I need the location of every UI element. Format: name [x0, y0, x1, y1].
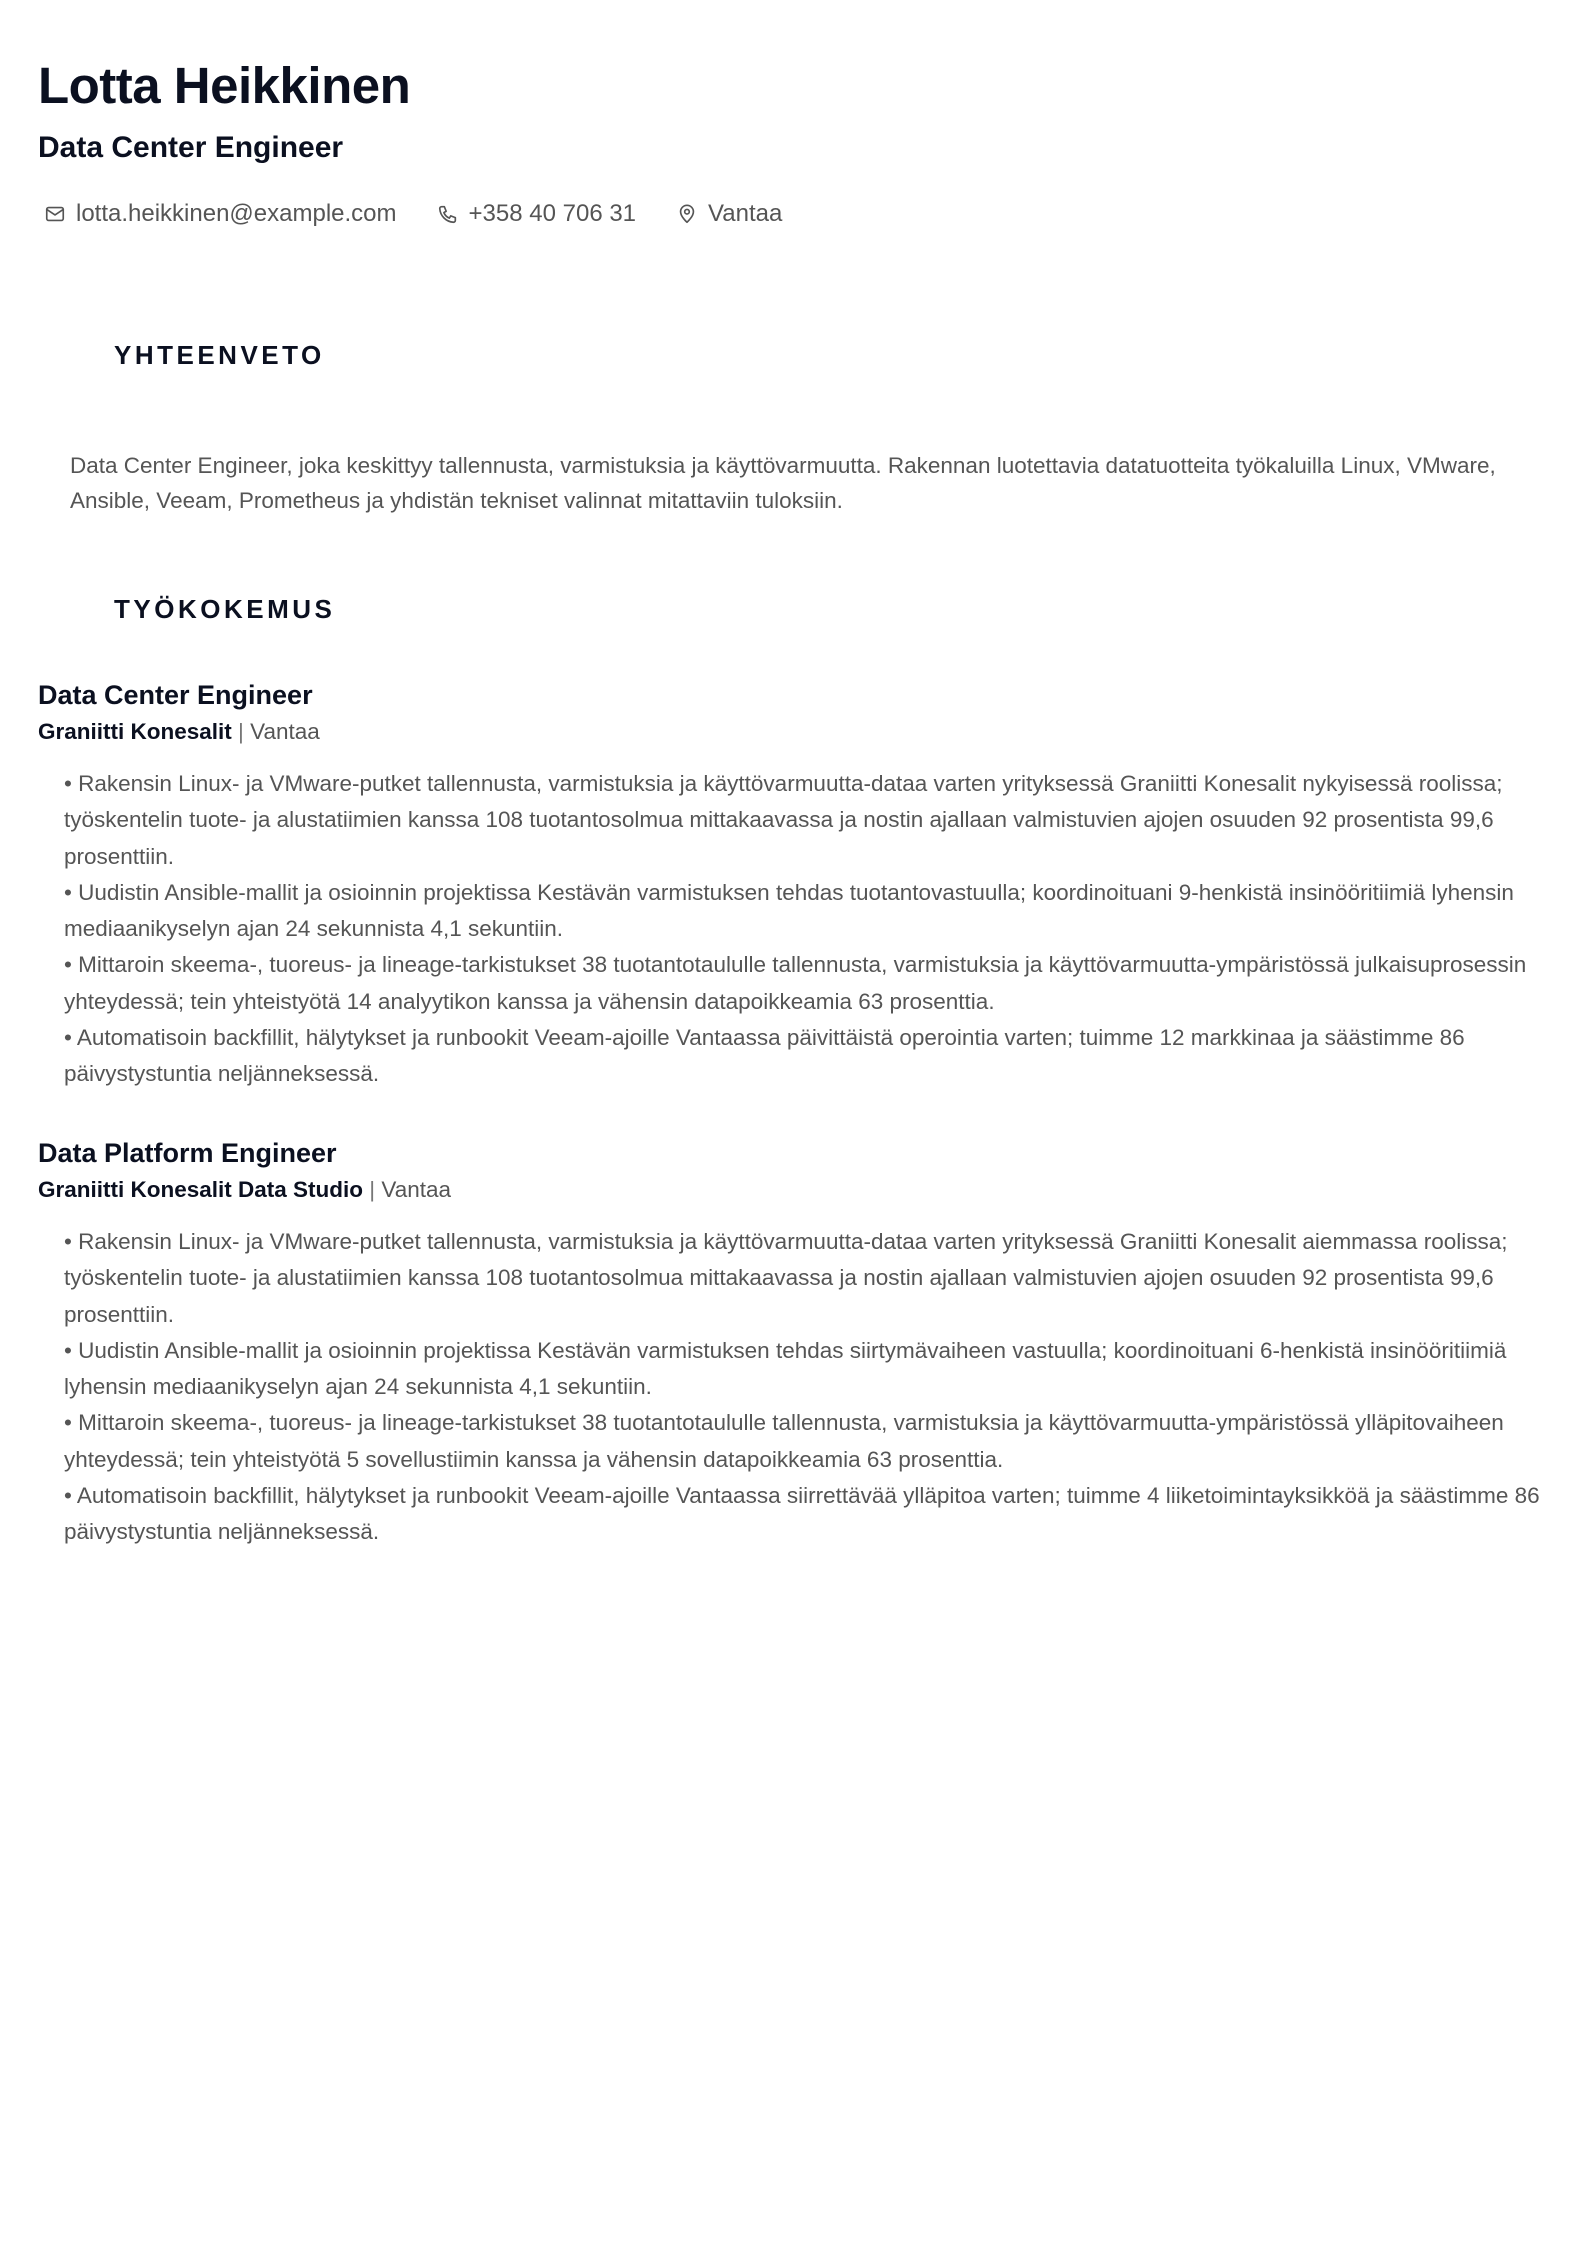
summary-heading: YHTEENVETO [114, 340, 325, 370]
job-bullet: • Uudistin Ansible-mallit ja osioinnin projektissa Kestävän varmistuksen tehdas siirtymävaiheen vastuulla; koordinoituani 6-henkistä insinööritiimiä lyhensin mediaanikyselyn ajan 24 sekunnista 4,1 sekuntiin. [64, 1337, 1507, 1400]
job-title: Data Center Engineer [38, 680, 313, 710]
job-bullet: • Uudistin Ansible-mallit ja osioinnin projektissa Kestävän varmistuksen tehdas tuotantovastuulla; koordinoituani 9-henkistä insinööritiimiä lyhensin mediaanikyselyn ajan 24 sekunnista 4,1 sekuntiin. [64, 879, 1514, 942]
contact-phone-text: +358 40 706 31 [468, 200, 637, 227]
job-bullets [64, 766, 1564, 1093]
job-meta-separator: | [238, 719, 244, 744]
job-bullet: • Rakensin Linux- ja VMware-putket tallennusta, varmistuksia ja käyttövarmuutta-dataa varten yrityksessä Graniitti Konesalit aiemmassa roolissa; työskentelin tuote- ja alustatiimien kanssa 108 tuotantosolmua mittakaavassa ja nostin ajallaan valmistuvien ajojen osuuden 92 prosentista 99,6 prosenttiin. [64, 1229, 1508, 1327]
job-meta [38, 1174, 1553, 1206]
job-location: Vantaa [381, 1177, 452, 1202]
candidate-title: Data Center Engineer [38, 131, 344, 164]
job-bullets [64, 1224, 1564, 1551]
job-bullet: • Automatisoin backfillit, hälytykset ja runbookit Veeam-ajoille Vantaassa siirrettävää ylläpitoa varten; tuimme 4 liiketoimintayksikköä ja säästimme 86 päivystystuntia neljänneksessä. [64, 1483, 1540, 1545]
job-company: Graniitti Konesalit [38, 719, 232, 744]
job-bullet: • Mittaroin skeema-, tuoreus- ja lineage-tarkistukset 38 tuotantotaululle tallennusta, varmistuksia ja käyttövarmuutta-ympäristössä julkaisuprosessin yhteydessä; tein yhteistyötä 14 analyytikon kanssa ja vähensin datapoikkeamia 63 prosenttia. [64, 952, 1527, 1014]
contact-location-text: Vantaa [708, 200, 783, 227]
job-title: Data Platform Engineer [38, 1138, 337, 1168]
job-bullet: • Rakensin Linux- ja VMware-putket tallennusta, varmistuksia ja käyttövarmuutta-dataa varten yrityksessä Graniitti Konesalit nykyisessä roolissa; työskentelin tuote- ja alustatiimien kanssa 108 tuotantosolmua mittakaavassa ja nostin ajallaan valmistuvien ajojen osuuden 92 prosentista 99,6 prosenttiin. [64, 771, 1503, 869]
summary-text: Data Center Engineer, joka keskittyy tallennusta, varmistuksia ja käyttövarmuutta. Rakennan luotettavia datatuotteita työkaluilla Linux, VMware, Ansible, Veeam, Prometheus ja yhdistän tekniset valinnat mitattaviin tuloksiin. [70, 453, 1496, 513]
job-location: Vantaa [250, 719, 320, 744]
candidate-name: Lotta Heikkinen [38, 57, 411, 114]
contact-phone[interactable] [437, 200, 637, 229]
contact-email-text: lotta.heikkinen@example.com [76, 200, 397, 227]
job-meta-separator: | [369, 1177, 376, 1202]
location-pin-icon [676, 203, 698, 225]
contact-row [44, 200, 822, 229]
job-meta [38, 716, 1553, 748]
job-entry [38, 678, 1553, 1093]
mail-icon [44, 203, 66, 225]
phone-icon [437, 203, 459, 225]
job-entry [38, 1136, 1553, 1551]
job-company: Graniitti Konesalit Data Studio [38, 1177, 364, 1202]
contact-location [676, 200, 782, 229]
contact-email[interactable] [44, 200, 397, 229]
job-bullet: • Automatisoin backfillit, hälytykset ja runbookit Veeam-ajoille Vantaassa päivittäistä operointia varten; tuimme 12 markkinaa ja säästimme 86 päivystystuntia neljänneksessä. [64, 1025, 1465, 1087]
job-bullet: • Mittaroin skeema-, tuoreus- ja lineage-tarkistukset 38 tuotantotaululle tallennusta, varmistuksia ja käyttövarmuutta-ympäristössä ylläpitovaiheen yhteydessä; tein yhteistyötä 5 sovellustiimin kanssa ja vähensin datapoikkeamia 63 prosenttia. [64, 1410, 1504, 1472]
experience-heading: TYÖKOKEMUS [114, 594, 336, 624]
